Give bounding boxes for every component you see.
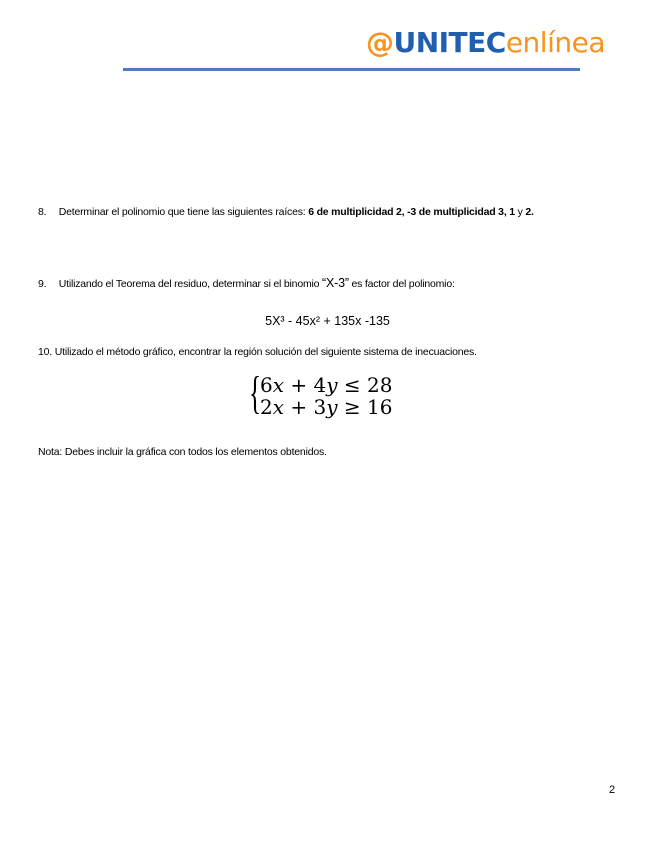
inequality-1 [260,374,392,396]
question-10-text: Utilizado el método gráfico, encontrar la región solución del siguiente sistema de inecuaciones. [54,346,477,358]
question-10 [38,346,477,358]
question-10-number: 10. [38,346,52,358]
inequality-system [249,367,393,419]
ineq-1-op: + 4 [284,373,327,397]
question-9-number: 9. [38,278,47,290]
question-8-last-root: 2. [525,206,534,218]
question-9 [38,276,455,290]
ineq-2-relation: ≥ 16 [337,395,393,419]
question-8-connector: y [514,206,526,218]
page-number: 2 [609,784,616,796]
inequality-2 [260,396,392,418]
logo-brand: UNITEC [393,26,506,59]
logo-suffix: enlínea [505,26,605,59]
ineq-2-coef: 2 [260,395,273,419]
ineq-1-relation: ≤ 28 [337,373,393,397]
ineq-2-op: + 3 [284,395,327,419]
logo-at: @ [365,26,394,59]
question-9-text-after: es factor del polinomio: [348,278,455,290]
ineq-2-var-y: y [326,395,338,419]
question-9-binomial: “X-3” [322,276,349,290]
system-brace: { [249,367,262,418]
question-9-text-before: Utilizando el Teorema del residuo, determinar si el binomio [58,278,322,290]
ineq-1-coef: 6 [260,373,273,397]
header-rule [123,68,580,71]
ineq-2-var-x: x [272,395,285,419]
unitec-logo [365,26,605,59]
question-8-roots: 6 de multiplicidad 2, -3 de multiplicidad 3, 1 [308,206,515,218]
question-8-text: Determinar el polinomio que tiene las siguientes raíces: [58,206,309,218]
ineq-1-var-y: y [326,373,338,397]
question-8-number: 8. [38,206,47,218]
question-9-polynomial: 5X³ - 45x² + 135x -135 [265,314,390,328]
question-8 [38,206,534,218]
note-text: Nota: Debes incluir la gráfica con todos los elementos obtenidos. [38,446,327,458]
ineq-1-var-x: x [272,373,285,397]
